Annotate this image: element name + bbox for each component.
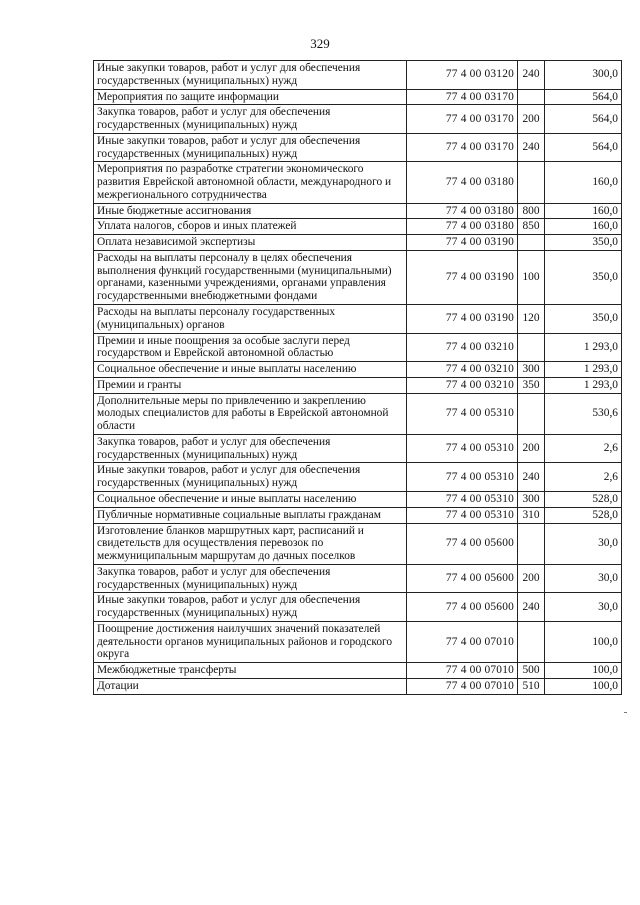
row-name-cell: Изготовление бланков маршрутных карт, расписаний и свидетельств для осуществления перевозок по межмуниципальным маршрутам до дачных поселков bbox=[94, 523, 407, 564]
row-sum-cell: 30,0 bbox=[545, 564, 622, 593]
row-name-cell: Уплата налогов, сборов и иных платежей bbox=[94, 219, 407, 235]
row-expense-type-cell: 300 bbox=[518, 362, 545, 378]
table-row bbox=[94, 133, 622, 162]
table-row bbox=[94, 203, 622, 219]
row-csr-code-cell: 77 4 00 03210 bbox=[407, 362, 518, 378]
row-name-cell: Иные закупки товаров, работ и услуг для обеспечения государственных (муниципальных) нужд bbox=[94, 133, 407, 162]
row-name-cell: Дополнительные меры по привлечению и закреплению молодых специалистов для работы в Еврейской автономной области bbox=[94, 393, 407, 434]
row-csr-code-cell: 77 4 00 05600 bbox=[407, 593, 518, 622]
row-expense-type-cell bbox=[518, 523, 545, 564]
row-csr-code-cell: 77 4 00 05310 bbox=[407, 463, 518, 492]
row-sum-cell: 564,0 bbox=[545, 133, 622, 162]
row-sum-cell: 350,0 bbox=[545, 235, 622, 251]
margin-dash bbox=[624, 712, 627, 713]
row-sum-cell: 160,0 bbox=[545, 219, 622, 235]
row-name-cell: Иные закупки товаров, работ и услуг для обеспечения государственных (муниципальных) нужд bbox=[94, 61, 407, 90]
table-row bbox=[94, 434, 622, 463]
row-sum-cell: 530,6 bbox=[545, 393, 622, 434]
row-sum-cell: 1 293,0 bbox=[545, 333, 622, 362]
budget-table bbox=[93, 60, 622, 695]
table-row bbox=[94, 219, 622, 235]
row-csr-code-cell: 77 4 00 05310 bbox=[407, 491, 518, 507]
table-row bbox=[94, 105, 622, 134]
row-name-cell: Иные бюджетные ассигнования bbox=[94, 203, 407, 219]
row-expense-type-cell: 240 bbox=[518, 463, 545, 492]
row-sum-cell: 2,6 bbox=[545, 463, 622, 492]
row-sum-cell: 1 293,0 bbox=[545, 377, 622, 393]
row-expense-type-cell: 300 bbox=[518, 491, 545, 507]
row-name-cell: Мероприятия по защите информации bbox=[94, 89, 407, 105]
row-expense-type-cell bbox=[518, 235, 545, 251]
row-name-cell: Закупка товаров, работ и услуг для обеспечения государственных (муниципальных) нужд bbox=[94, 105, 407, 134]
table-row bbox=[94, 333, 622, 362]
row-csr-code-cell: 77 4 00 05310 bbox=[407, 507, 518, 523]
row-expense-type-cell bbox=[518, 333, 545, 362]
table-row bbox=[94, 162, 622, 203]
row-csr-code-cell: 77 4 00 03180 bbox=[407, 162, 518, 203]
row-sum-cell: 100,0 bbox=[545, 663, 622, 679]
table-row bbox=[94, 507, 622, 523]
row-expense-type-cell: 200 bbox=[518, 564, 545, 593]
row-name-cell: Мероприятия по разработке стратегии экономического развития Еврейской автономной области, международного и межрегионального сотрудничества bbox=[94, 162, 407, 203]
row-csr-code-cell: 77 4 00 05310 bbox=[407, 393, 518, 434]
row-name-cell: Дотации bbox=[94, 678, 407, 694]
row-csr-code-cell: 77 4 00 05310 bbox=[407, 434, 518, 463]
row-sum-cell: 100,0 bbox=[545, 621, 622, 662]
row-csr-code-cell: 77 4 00 03190 bbox=[407, 235, 518, 251]
row-expense-type-cell: 120 bbox=[518, 305, 545, 334]
row-csr-code-cell: 77 4 00 05600 bbox=[407, 564, 518, 593]
budget-table-body bbox=[94, 61, 622, 695]
row-name-cell: Публичные нормативные социальные выплаты гражданам bbox=[94, 507, 407, 523]
row-sum-cell: 30,0 bbox=[545, 523, 622, 564]
table-row bbox=[94, 663, 622, 679]
row-name-cell: Расходы на выплаты персоналу в целях обеспечения выполнения функций государственными (муниципальными) органами, казенными учреждениями, органами управления государственными внебюджетными фондами bbox=[94, 250, 407, 304]
table-row bbox=[94, 377, 622, 393]
row-csr-code-cell: 77 4 00 07010 bbox=[407, 621, 518, 662]
row-expense-type-cell: 240 bbox=[518, 61, 545, 90]
row-name-cell: Иные закупки товаров, работ и услуг для обеспечения государственных (муниципальных) нужд bbox=[94, 463, 407, 492]
table-row bbox=[94, 250, 622, 304]
row-expense-type-cell: 310 bbox=[518, 507, 545, 523]
row-expense-type-cell: 100 bbox=[518, 250, 545, 304]
row-csr-code-cell: 77 4 00 03210 bbox=[407, 333, 518, 362]
row-csr-code-cell: 77 4 00 05600 bbox=[407, 523, 518, 564]
row-csr-code-cell: 77 4 00 03180 bbox=[407, 219, 518, 235]
table-row bbox=[94, 305, 622, 334]
row-expense-type-cell: 240 bbox=[518, 593, 545, 622]
table-row bbox=[94, 523, 622, 564]
row-sum-cell: 528,0 bbox=[545, 507, 622, 523]
row-name-cell: Закупка товаров, работ и услуг для обеспечения государственных (муниципальных) нужд bbox=[94, 434, 407, 463]
row-expense-type-cell bbox=[518, 393, 545, 434]
table-row bbox=[94, 362, 622, 378]
row-sum-cell: 160,0 bbox=[545, 203, 622, 219]
table-row bbox=[94, 491, 622, 507]
row-sum-cell: 300,0 bbox=[545, 61, 622, 90]
row-csr-code-cell: 77 4 00 03170 bbox=[407, 133, 518, 162]
row-expense-type-cell: 850 bbox=[518, 219, 545, 235]
row-expense-type-cell bbox=[518, 89, 545, 105]
row-sum-cell: 30,0 bbox=[545, 593, 622, 622]
row-csr-code-cell: 77 4 00 03190 bbox=[407, 250, 518, 304]
row-csr-code-cell: 77 4 00 07010 bbox=[407, 678, 518, 694]
row-csr-code-cell: 77 4 00 03180 bbox=[407, 203, 518, 219]
row-sum-cell: 100,0 bbox=[545, 678, 622, 694]
page-number: 329 bbox=[310, 36, 330, 51]
table-row bbox=[94, 463, 622, 492]
row-expense-type-cell: 200 bbox=[518, 434, 545, 463]
table-row bbox=[94, 61, 622, 90]
table-row bbox=[94, 593, 622, 622]
row-name-cell: Премии и иные поощрения за особые заслуги перед государством и Еврейской автономной областью bbox=[94, 333, 407, 362]
row-expense-type-cell: 200 bbox=[518, 105, 545, 134]
row-sum-cell: 528,0 bbox=[545, 491, 622, 507]
row-csr-code-cell: 77 4 00 03170 bbox=[407, 105, 518, 134]
row-sum-cell: 564,0 bbox=[545, 89, 622, 105]
table-row bbox=[94, 393, 622, 434]
table-row bbox=[94, 564, 622, 593]
row-csr-code-cell: 77 4 00 03190 bbox=[407, 305, 518, 334]
row-expense-type-cell bbox=[518, 621, 545, 662]
row-name-cell: Оплата независимой экспертизы bbox=[94, 235, 407, 251]
row-sum-cell: 2,6 bbox=[545, 434, 622, 463]
row-expense-type-cell: 500 bbox=[518, 663, 545, 679]
row-csr-code-cell: 77 4 00 03120 bbox=[407, 61, 518, 90]
row-name-cell: Социальное обеспечение и иные выплаты населению bbox=[94, 491, 407, 507]
table-row bbox=[94, 89, 622, 105]
row-name-cell: Поощрение достижения наилучших значений показателей деятельности органов муниципальных районов и городского округа bbox=[94, 621, 407, 662]
row-name-cell: Расходы на выплаты персоналу государственных (муниципальных) органов bbox=[94, 305, 407, 334]
row-sum-cell: 350,0 bbox=[545, 250, 622, 304]
row-expense-type-cell bbox=[518, 162, 545, 203]
row-sum-cell: 350,0 bbox=[545, 305, 622, 334]
table-row bbox=[94, 621, 622, 662]
row-sum-cell: 1 293,0 bbox=[545, 362, 622, 378]
row-expense-type-cell: 240 bbox=[518, 133, 545, 162]
row-name-cell: Иные закупки товаров, работ и услуг для обеспечения государственных (муниципальных) нужд bbox=[94, 593, 407, 622]
row-sum-cell: 564,0 bbox=[545, 105, 622, 134]
row-csr-code-cell: 77 4 00 03210 bbox=[407, 377, 518, 393]
row-name-cell: Межбюджетные трансферты bbox=[94, 663, 407, 679]
row-expense-type-cell: 800 bbox=[518, 203, 545, 219]
row-name-cell: Социальное обеспечение и иные выплаты населению bbox=[94, 362, 407, 378]
row-name-cell: Закупка товаров, работ и услуг для обеспечения государственных (муниципальных) нужд bbox=[94, 564, 407, 593]
row-csr-code-cell: 77 4 00 03170 bbox=[407, 89, 518, 105]
table-row bbox=[94, 678, 622, 694]
row-sum-cell: 160,0 bbox=[545, 162, 622, 203]
row-name-cell: Премии и гранты bbox=[94, 377, 407, 393]
table-row bbox=[94, 235, 622, 251]
row-expense-type-cell: 510 bbox=[518, 678, 545, 694]
row-expense-type-cell: 350 bbox=[518, 377, 545, 393]
row-csr-code-cell: 77 4 00 07010 bbox=[407, 663, 518, 679]
